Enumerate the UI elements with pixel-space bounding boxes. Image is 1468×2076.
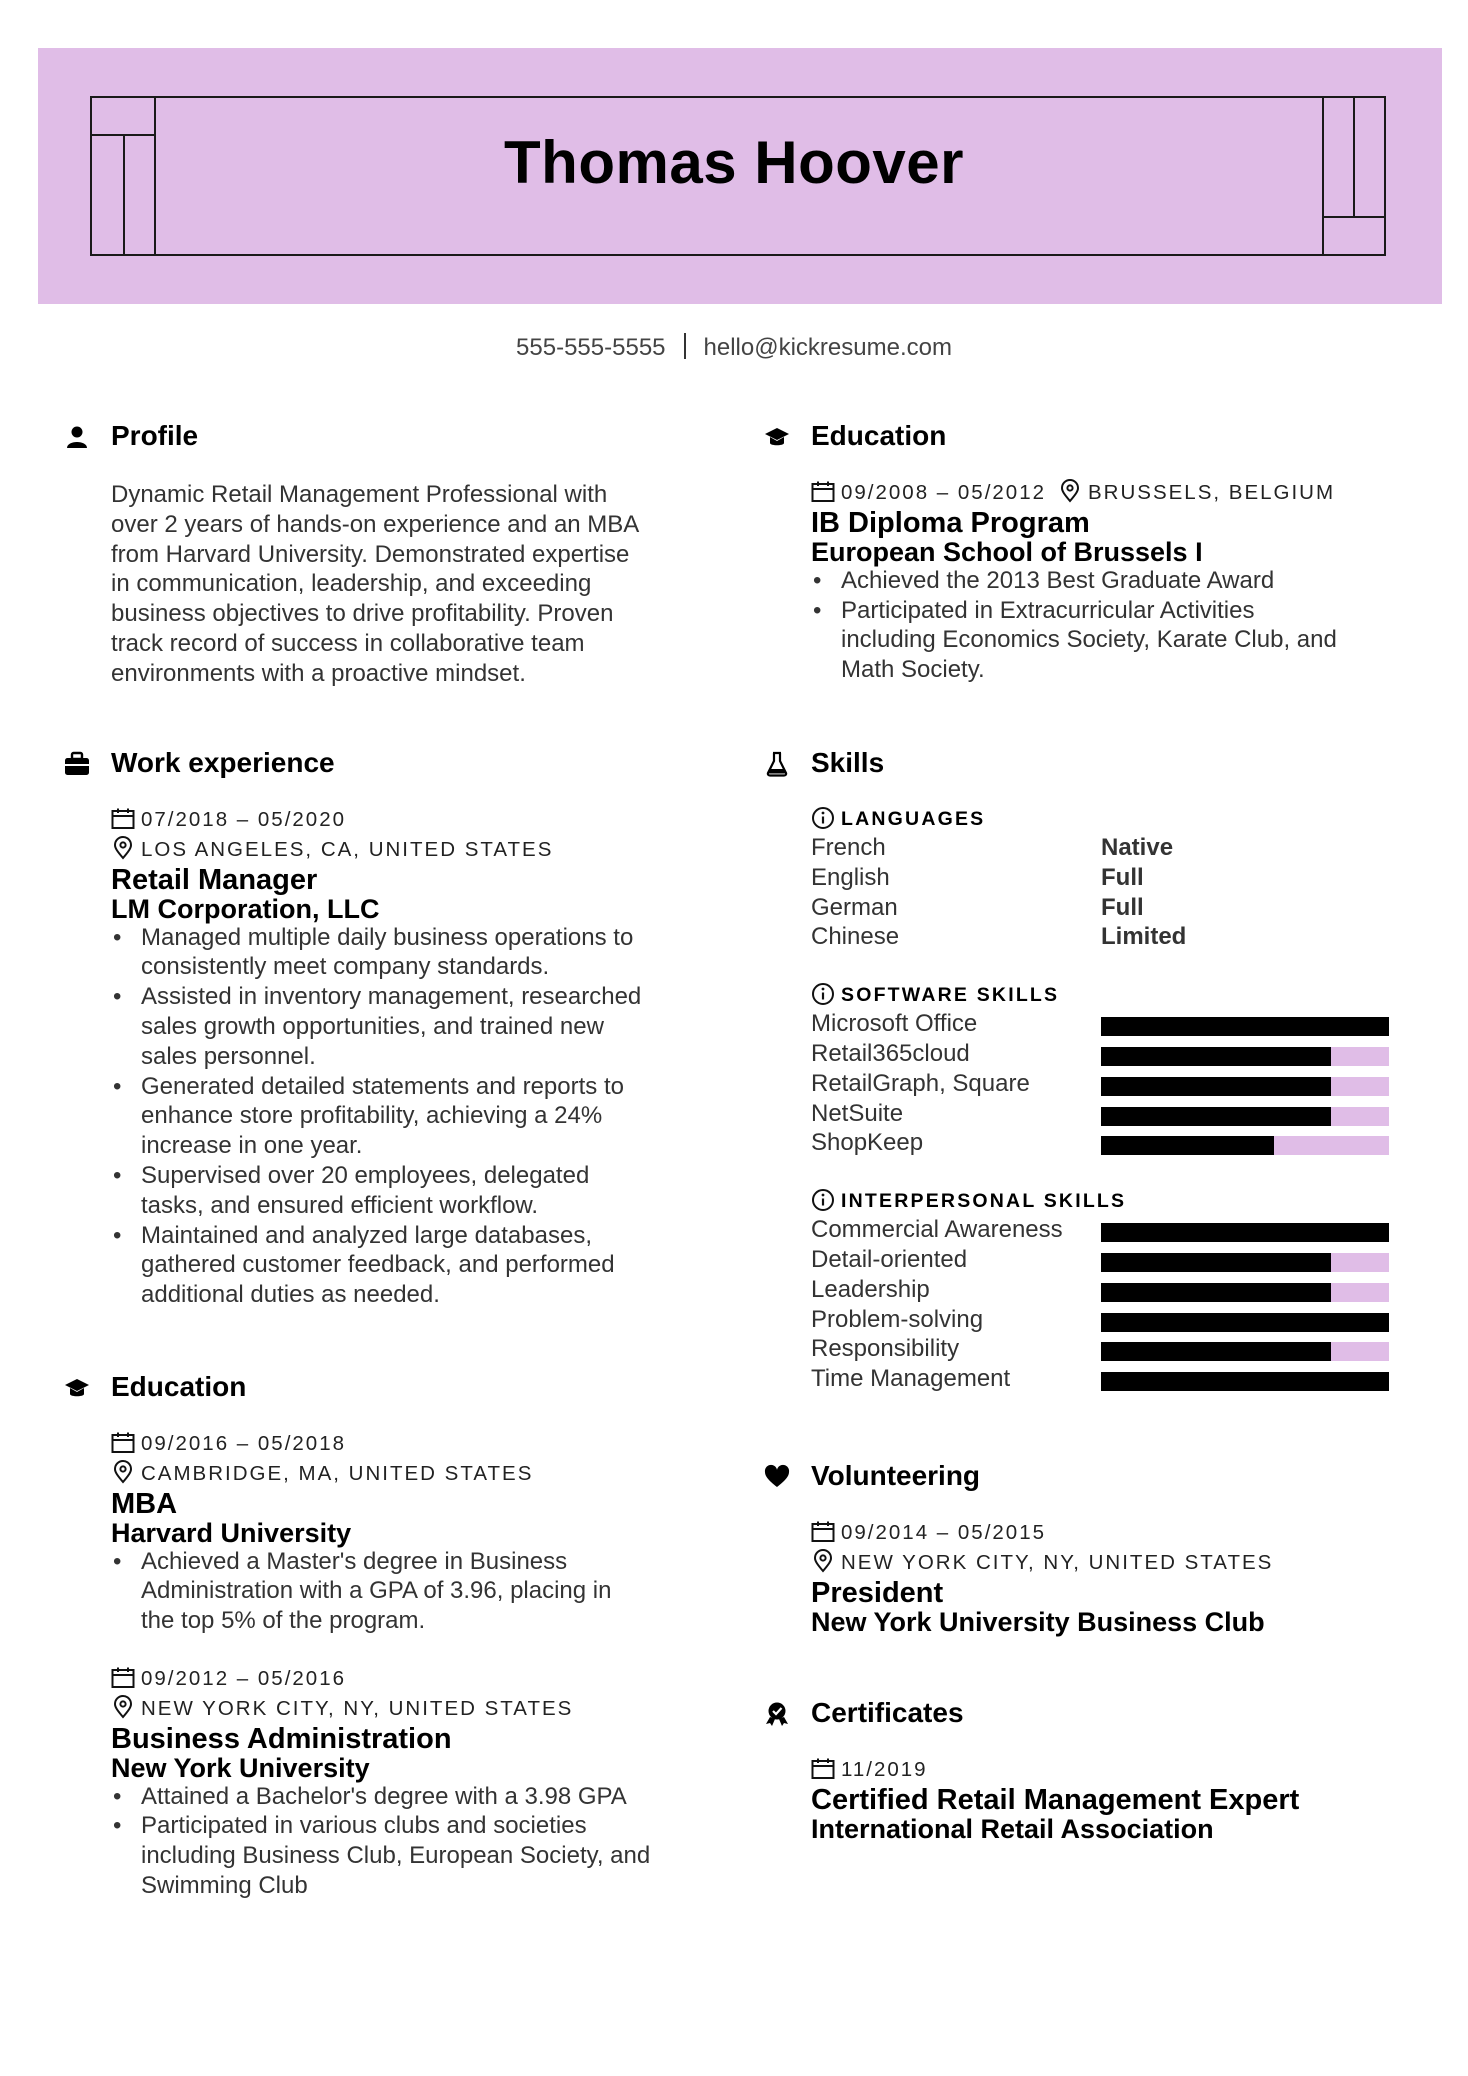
- volunteering-entry: [811, 1518, 1424, 1636]
- bullet-item: • Assisted in inventory management, researched sales growth opportunities, and trained new sales personnel.: [111, 982, 704, 1071]
- skill-name: Retail365cloud: [811, 1039, 970, 1067]
- skill-level-fill: [1101, 1017, 1389, 1036]
- skill-level-fill: [1101, 1047, 1331, 1066]
- skill-level-bar: [1101, 1077, 1389, 1096]
- skill-level-bar: [1101, 1047, 1389, 1066]
- school-name: New York University: [111, 1752, 370, 1783]
- profile-section: [64, 420, 704, 689]
- volunteering-section: [764, 1460, 1424, 1636]
- degree-title: MBA: [111, 1487, 178, 1520]
- skill-name: RetailGraph, Square: [811, 1069, 1030, 1097]
- location-pin-icon: [1058, 479, 1082, 503]
- skills-subheading: LANGUAGES: [811, 805, 1424, 834]
- language-name: French: [811, 834, 886, 861]
- entry-dates: 07/2018 – 05/2020: [111, 805, 704, 835]
- skill-level-fill: [1101, 1223, 1389, 1242]
- contact-separator: [684, 333, 686, 359]
- bullet-item: • Generated detailed statements and reports to enhance store profitability, achieving a 24% increase in one year.: [111, 1072, 704, 1161]
- skill-row: [811, 1216, 1424, 1246]
- briefcase-icon: [64, 751, 90, 777]
- location-pin-icon: [111, 1460, 135, 1484]
- section-title: Certificates: [811, 1697, 964, 1728]
- entry-dates: 09/2012 – 05/2016: [111, 1664, 704, 1694]
- bullet-item: • Maintained and analyzed large databases, gathered customer feedback, and performed additional duties as needed.: [111, 1221, 704, 1310]
- education-entry: [811, 478, 1424, 685]
- language-level: Full: [1101, 863, 1144, 891]
- certificates-section: [764, 1697, 1424, 1843]
- graduation-cap-icon: [764, 424, 790, 450]
- skill-row: [811, 1100, 1424, 1130]
- skill-name: Commercial Awareness: [811, 1216, 1063, 1244]
- bullet-list: [111, 1782, 704, 1901]
- volunteer-role: President: [811, 1576, 944, 1609]
- calendar-icon: [111, 1432, 135, 1454]
- work-experience-section: [64, 747, 704, 1310]
- profile-line: track record of success in collaborative team: [111, 629, 585, 657]
- skill-level-fill: [1101, 1136, 1274, 1155]
- calendar-icon: [111, 1667, 135, 1689]
- skill-level-fill: [1101, 1107, 1331, 1126]
- skill-level-fill: [1101, 1313, 1389, 1332]
- email-address[interactable]: hello@kickresume.com: [703, 334, 952, 361]
- location-pin-icon: [811, 1549, 835, 1573]
- software-skills-list: [811, 1010, 1424, 1159]
- skill-level-bar: [1101, 1223, 1389, 1242]
- award-icon: [764, 1701, 790, 1727]
- entry-location: CAMBRIDGE, MA, UNITED STATES: [111, 1459, 704, 1489]
- skill-name: NetSuite: [811, 1099, 904, 1127]
- info-icon: [811, 982, 835, 1006]
- profile-line: Dynamic Retail Management Professional with: [111, 481, 608, 508]
- skill-name: Problem-solving: [811, 1305, 984, 1333]
- language-level: Limited: [1101, 923, 1187, 951]
- work-entry: [111, 805, 704, 1310]
- skill-level-bar: [1101, 1342, 1389, 1361]
- skill-level-bar: [1101, 1136, 1389, 1155]
- skill-level-fill: [1101, 1342, 1331, 1361]
- language-row: [811, 864, 1424, 894]
- location-pin-icon: [111, 1695, 135, 1719]
- location-pin-icon: [111, 836, 135, 860]
- skill-level-fill: [1101, 1077, 1331, 1096]
- skill-row: [811, 1365, 1424, 1395]
- calendar-icon: [811, 1758, 835, 1780]
- skill-level-bar: [1101, 1313, 1389, 1332]
- bullet-item: • Supervised over 20 employees, delegated tasks, and ensured efficient workflow.: [111, 1161, 704, 1221]
- education-entry: [111, 1664, 704, 1901]
- skill-level-bar: [1101, 1107, 1389, 1126]
- education-entry: [111, 1429, 704, 1636]
- skill-level-bar: [1101, 1372, 1389, 1391]
- calendar-icon: [811, 1521, 835, 1543]
- skill-row: [811, 1335, 1424, 1365]
- skills-subheading: INTERPERSONAL SKILLS: [811, 1187, 1424, 1216]
- skill-name: ShopKeep: [811, 1129, 924, 1157]
- profile-line: business objectives to drive profitability. Proven: [111, 600, 614, 628]
- profile-line: environments with a proactive mindset.: [111, 659, 526, 687]
- language-row: [811, 834, 1424, 864]
- language-name: German: [811, 893, 898, 921]
- skill-name: Detail-oriented: [811, 1245, 968, 1273]
- skill-level-bar: [1101, 1283, 1389, 1302]
- bullet-item: • Managed multiple daily business operations to consistently meet company standards.: [111, 923, 704, 983]
- job-title: Retail Manager: [111, 863, 318, 896]
- contact-line: [0, 333, 1468, 362]
- section-title: Work experience: [111, 747, 335, 778]
- section-title: Education: [811, 420, 947, 451]
- profile-summary: [111, 480, 704, 689]
- calendar-icon: [811, 481, 835, 503]
- bullet-list: [111, 923, 704, 1310]
- language-name: Chinese: [811, 923, 900, 951]
- info-icon: [811, 806, 835, 830]
- profile-line: over 2 years of hands-on experience and an MBA: [111, 510, 640, 538]
- degree-title: IB Diploma Program: [811, 506, 1090, 539]
- skill-level-fill: [1101, 1253, 1331, 1272]
- bullet-list: [111, 1547, 704, 1636]
- skill-level-bar: [1101, 1017, 1389, 1036]
- education-section: [764, 420, 1424, 685]
- skills-section: [764, 747, 1424, 1395]
- entry-dates: 09/2016 – 05/2018: [111, 1429, 704, 1459]
- bullet-item: • Achieved a Master's degree in Business Administration with a GPA of 3.96, placing in the top 5% of the program.: [111, 1547, 704, 1636]
- calendar-icon: [111, 808, 135, 830]
- bullet-list: [811, 566, 1424, 685]
- certificate-title: Certified Retail Management Expert: [811, 1783, 1300, 1816]
- bullet-item: • Achieved the 2013 Best Graduate Award: [811, 566, 1424, 596]
- language-row: [811, 923, 1424, 953]
- heart-icon: [764, 1464, 790, 1490]
- entry-dates: 09/2014 – 05/2015: [811, 1518, 1424, 1548]
- profile-line: from Harvard University. Demonstrated expertise: [111, 540, 630, 568]
- languages-list: [811, 834, 1424, 953]
- entry-location: NEW YORK CITY, NY, UNITED STATES: [111, 1694, 704, 1724]
- skill-level-bar: [1101, 1253, 1389, 1272]
- bullet-item: • Attained a Bachelor's degree with a 3.98 GPA: [111, 1782, 704, 1812]
- header-deco-line: [1324, 216, 1384, 218]
- school-name: European School of Brussels I: [811, 536, 1203, 567]
- bullet-item: • Participated in Extracurricular Activities including Economics Society, Karate Club, and Math Society.: [811, 596, 1424, 685]
- entry-location: LOS ANGELES, CA, UNITED STATES: [111, 835, 704, 865]
- skill-row: [811, 1246, 1424, 1276]
- language-level: Full: [1101, 893, 1144, 921]
- skill-level-fill: [1101, 1372, 1389, 1391]
- education-section: [64, 1371, 704, 1901]
- candidate-name: Thomas Hoover: [504, 129, 964, 196]
- section-title: Profile: [111, 420, 199, 451]
- language-level: Native: [1101, 834, 1174, 861]
- skill-row: [811, 1010, 1424, 1040]
- flask-icon: [764, 751, 790, 777]
- interpersonal-skills-list: [811, 1216, 1424, 1395]
- language-row: [811, 894, 1424, 924]
- section-title: Education: [111, 1371, 247, 1402]
- skill-name: Responsibility: [811, 1335, 960, 1363]
- section-title: Volunteering: [811, 1460, 981, 1491]
- skill-name: Time Management: [811, 1365, 1011, 1393]
- profile-line: in communication, leadership, and exceeding: [111, 570, 592, 598]
- skills-subheading: SOFTWARE SKILLS: [811, 981, 1424, 1010]
- entry-dates: 11/2019: [811, 1755, 1424, 1785]
- section-title: Skills: [811, 747, 885, 778]
- entry-dates-location: 09/2008 – 05/2012 BRUSSELS, BELGIUM: [811, 478, 1424, 508]
- school-name: Harvard University: [111, 1517, 352, 1548]
- certificate-entry: [811, 1755, 1424, 1843]
- phone-number[interactable]: 555-555-5555: [516, 334, 666, 361]
- certificate-issuer: International Retail Association: [811, 1813, 1214, 1844]
- degree-title: Business Administration: [111, 1722, 452, 1755]
- graduation-cap-icon: [64, 1375, 90, 1401]
- entry-location: NEW YORK CITY, NY, UNITED STATES: [811, 1548, 1424, 1578]
- skill-row: [811, 1306, 1424, 1336]
- skill-level-fill: [1101, 1283, 1331, 1302]
- skill-row: [811, 1040, 1424, 1070]
- skill-row: [811, 1070, 1424, 1100]
- skill-name: Leadership: [811, 1275, 930, 1303]
- volunteer-org: New York University Business Club: [811, 1606, 1265, 1637]
- language-name: English: [811, 863, 890, 891]
- skill-row: [811, 1276, 1424, 1306]
- person-icon: [64, 424, 90, 450]
- info-icon: [811, 1188, 835, 1212]
- skill-name: Microsoft Office: [811, 1010, 978, 1038]
- skill-row: [811, 1129, 1424, 1159]
- bullet-item: • Participated in various clubs and societies including Business Club, European Society, and Swimming Club: [111, 1811, 704, 1900]
- company-name: LM Corporation, LLC: [111, 893, 380, 924]
